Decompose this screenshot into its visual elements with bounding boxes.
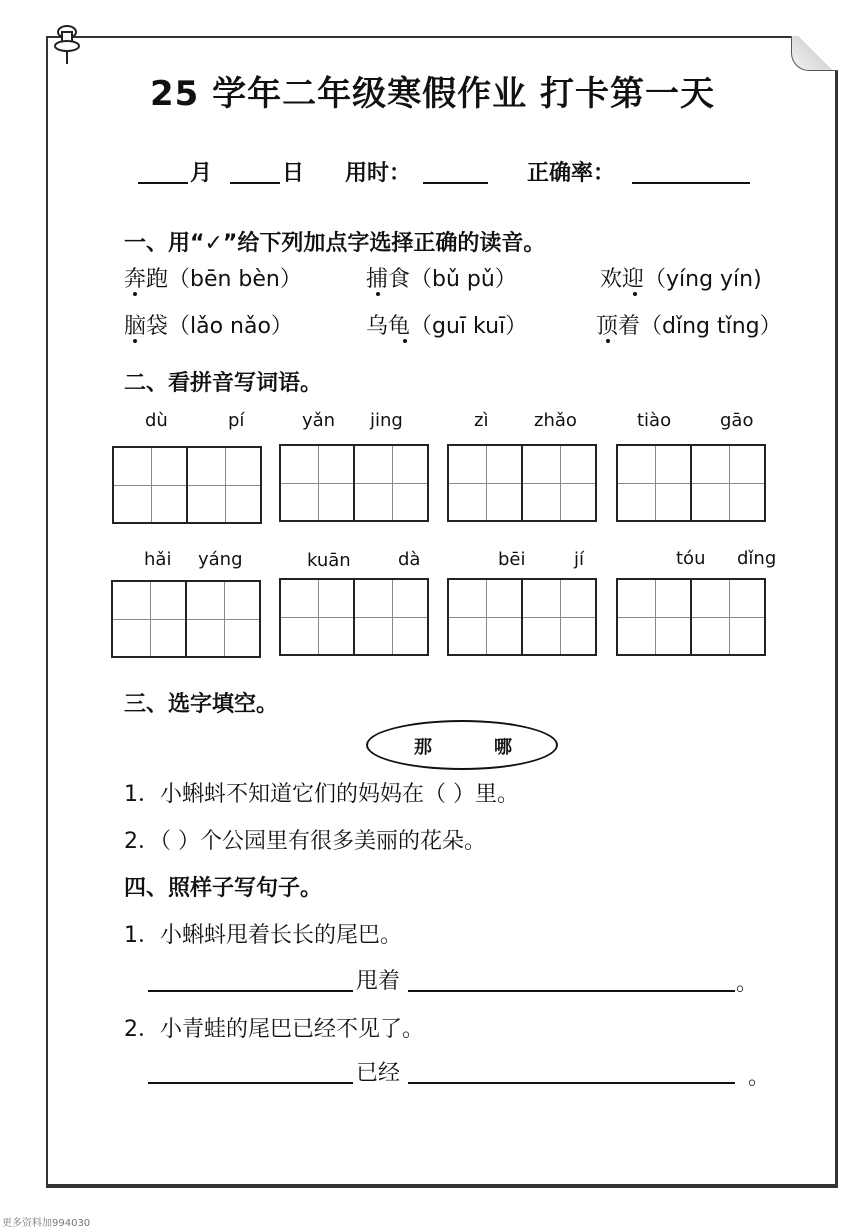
emphasis-dot <box>376 292 380 296</box>
writing-grid[interactable] <box>447 444 597 522</box>
pinyin-label: kuān <box>307 550 351 571</box>
reading-item[interactable]: 欢迎（yíng yín) <box>600 267 762 292</box>
pinyin-label: hǎi <box>144 549 172 570</box>
choice-option: 哪 <box>494 737 512 758</box>
accuracy-blank[interactable] <box>632 182 750 184</box>
month-blank[interactable] <box>138 182 188 184</box>
answer-blank[interactable] <box>408 1082 735 1084</box>
reading-item[interactable]: 脑袋（lǎo nǎo） <box>124 314 293 339</box>
page-title: 25 学年二年级寒假作业 打卡第一天 <box>150 74 715 114</box>
month-label: 月 <box>190 161 213 186</box>
choice-option: 那 <box>414 737 432 758</box>
pinyin-label: bēi <box>498 549 526 570</box>
choice-ellipse <box>366 720 558 770</box>
emphasis-dot <box>606 339 610 343</box>
section4-heading: 四、照样子写句子。 <box>124 876 323 901</box>
emphasis-dot <box>403 339 407 343</box>
accuracy-label: 正确率： <box>527 161 616 186</box>
writing-grid[interactable] <box>447 578 597 656</box>
sentence-end: 。 <box>736 971 759 996</box>
pinyin-label: pí <box>228 410 245 431</box>
emphasis-dot <box>633 292 637 296</box>
emphasis-dot <box>133 339 137 343</box>
fill-sentence[interactable]: 2．（ ）个公园里有很多美丽的花朵。 <box>124 829 486 854</box>
writing-grid[interactable] <box>112 446 262 524</box>
pinyin-label: yǎn <box>302 410 336 431</box>
day-blank[interactable] <box>230 182 280 184</box>
example-sentence: 1．小蝌蚪甩着长长的尾巴。 <box>124 923 402 948</box>
answer-keyword: 甩着 <box>356 969 401 994</box>
pinyin-label: zì <box>474 410 489 431</box>
pinyin-label: tóu <box>676 548 706 569</box>
section1-heading: 一、用“✓”给下列加点字选择正确的读音。 <box>124 231 546 256</box>
writing-grid[interactable] <box>616 578 766 656</box>
pinyin-label: zhǎo <box>534 410 577 431</box>
pinyin-label: dǐng <box>737 548 777 569</box>
reading-item[interactable]: 乌龟（guī kuī） <box>366 314 528 339</box>
pinyin-label: dù <box>145 410 168 431</box>
pinyin-label: yáng <box>198 549 243 570</box>
reading-item[interactable]: 顶着（dǐng tǐng） <box>596 314 782 339</box>
page-curl <box>791 36 838 71</box>
section3-heading: 三、选字填空。 <box>124 692 279 717</box>
answer-keyword: 已经 <box>356 1061 401 1086</box>
writing-grid[interactable] <box>616 444 766 522</box>
time-used-blank[interactable] <box>423 182 488 184</box>
fill-sentence[interactable]: 1．小蝌蚪不知道它们的妈妈在（ ）里。 <box>124 782 519 807</box>
pinyin-label: jí <box>574 549 585 570</box>
day-label: 日 <box>282 161 305 186</box>
pinyin-label: tiào <box>637 410 672 431</box>
footer-watermark: 更多资料加994030 <box>2 1218 91 1229</box>
answer-blank[interactable] <box>408 990 735 992</box>
emphasis-dot <box>133 292 137 296</box>
section2-heading: 二、看拼音写词语。 <box>124 371 323 396</box>
reading-item[interactable]: 捕食（bǔ pǔ） <box>366 267 517 292</box>
reading-item[interactable]: 奔跑（bēn bèn） <box>124 267 302 292</box>
sentence-end: 。 <box>748 1065 771 1090</box>
writing-grid[interactable] <box>111 580 261 658</box>
pinyin-label: dà <box>398 549 421 570</box>
pinyin-label: gāo <box>720 410 754 431</box>
time-used-label: 用时： <box>345 161 412 186</box>
pinyin-label: jing <box>370 410 403 431</box>
example-sentence: 2．小青蛙的尾巴已经不见了。 <box>124 1017 424 1042</box>
writing-grid[interactable] <box>279 578 429 656</box>
answer-blank[interactable] <box>148 1082 353 1084</box>
writing-grid[interactable] <box>279 444 429 522</box>
pushpin-icon <box>52 22 82 66</box>
answer-blank[interactable] <box>148 990 353 992</box>
